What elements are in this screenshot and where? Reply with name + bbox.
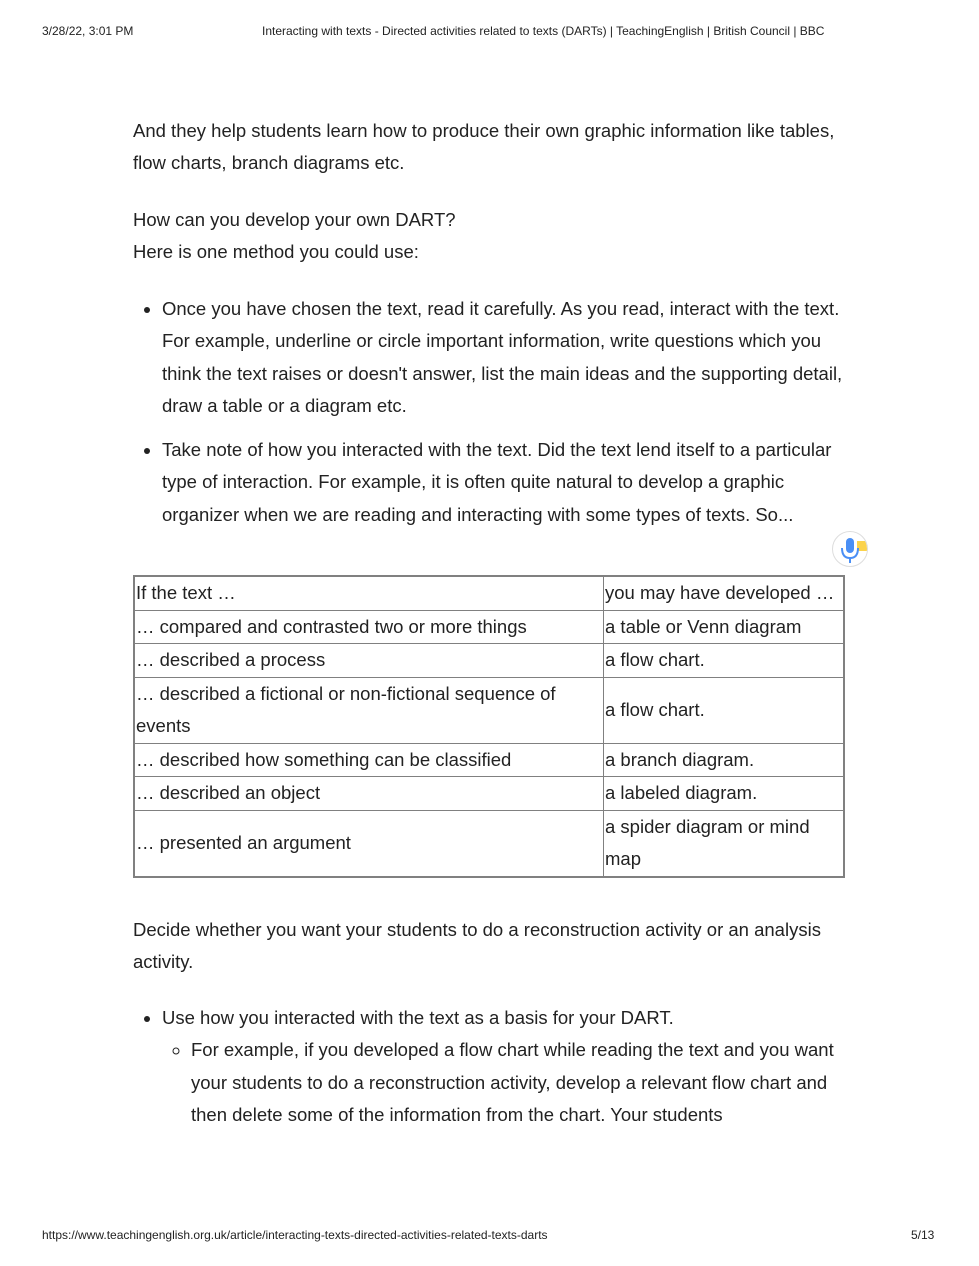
table-cell: … described how something can be classified bbox=[134, 743, 604, 777]
table-cell: … presented an argument bbox=[134, 810, 604, 877]
method-line: Here is one method you could use: bbox=[133, 241, 419, 263]
microphone-icon bbox=[833, 532, 867, 566]
bullet-list bbox=[133, 293, 848, 543]
paragraph: Decide whether you want your students to do a reconstruction activity or an analysis activity. bbox=[133, 919, 821, 973]
table-cell: … described an object bbox=[134, 777, 604, 811]
paragraph bbox=[133, 204, 848, 269]
print-page-title: Interacting with texts - Directed activities related to texts (DARTs) | TeachingEnglish | British Council | BBC bbox=[262, 24, 825, 38]
question-line: How can you develop your own DART? bbox=[133, 209, 456, 230]
table-cell: a flow chart. bbox=[604, 644, 845, 678]
list-item bbox=[162, 1002, 848, 1131]
list-item: • Take note of how you interacted with the text. Did the text lend itself to a particular type of interaction. For example, it is often quite natural to develop a graphic organizer when we are reading and interacting with some types of texts. So... bbox=[162, 434, 848, 531]
table-cell: a flow chart. bbox=[604, 677, 845, 743]
table-row bbox=[134, 610, 844, 644]
table-header-row bbox=[134, 576, 844, 610]
graphic-organizer-table bbox=[133, 575, 845, 878]
sub-list-item: ◦ For example, if you developed a flow chart while reading the text and you want your students to do a reconstruction activity, develop a relevant flow chart and then delete some of the information from the chart. Your students bbox=[191, 1034, 848, 1131]
page-number: 5/13 bbox=[911, 1228, 935, 1242]
table-cell: … described a fictional or non-fictional sequence of events bbox=[134, 677, 604, 743]
table-cell: … compared and contrasted two or more things bbox=[134, 610, 604, 644]
list-item: • Once you have chosen the text, read it carefully. As you read, interact with the text. For example, underline or circle important information, write questions which you think the text raises or doesn't answer, list the main ideas and the supporting detail, draw a table or a diagram etc. bbox=[162, 293, 848, 422]
table-row bbox=[134, 677, 844, 743]
table-cell: a branch diagram. bbox=[604, 743, 845, 777]
table-header: you may have developed … bbox=[604, 576, 845, 610]
print-url: https://www.teachingenglish.org.uk/article/interacting-texts-directed-activities-related-texts-darts bbox=[42, 1228, 548, 1242]
paragraph: And they help students learn how to produce their own graphic information like tables, flow charts, branch diagrams etc. bbox=[133, 120, 835, 174]
table-row bbox=[134, 777, 844, 811]
table-cell: … described a process bbox=[134, 644, 604, 678]
list-item-text: Use how you interacted with the text as a basis for your DART. bbox=[162, 1007, 674, 1028]
print-datetime: 3/28/22, 3:01 PM bbox=[42, 24, 134, 38]
table-row bbox=[134, 743, 844, 777]
table-cell: a labeled diagram. bbox=[604, 777, 845, 811]
table-cell: a spider diagram or mind map bbox=[604, 810, 845, 877]
table-cell: a table or Venn diagram bbox=[604, 610, 845, 644]
table-header: If the text … bbox=[134, 576, 604, 610]
bullet-list bbox=[133, 1002, 848, 1143]
table-row bbox=[134, 644, 844, 678]
microphone-button[interactable] bbox=[832, 531, 868, 567]
table-row bbox=[134, 810, 844, 877]
